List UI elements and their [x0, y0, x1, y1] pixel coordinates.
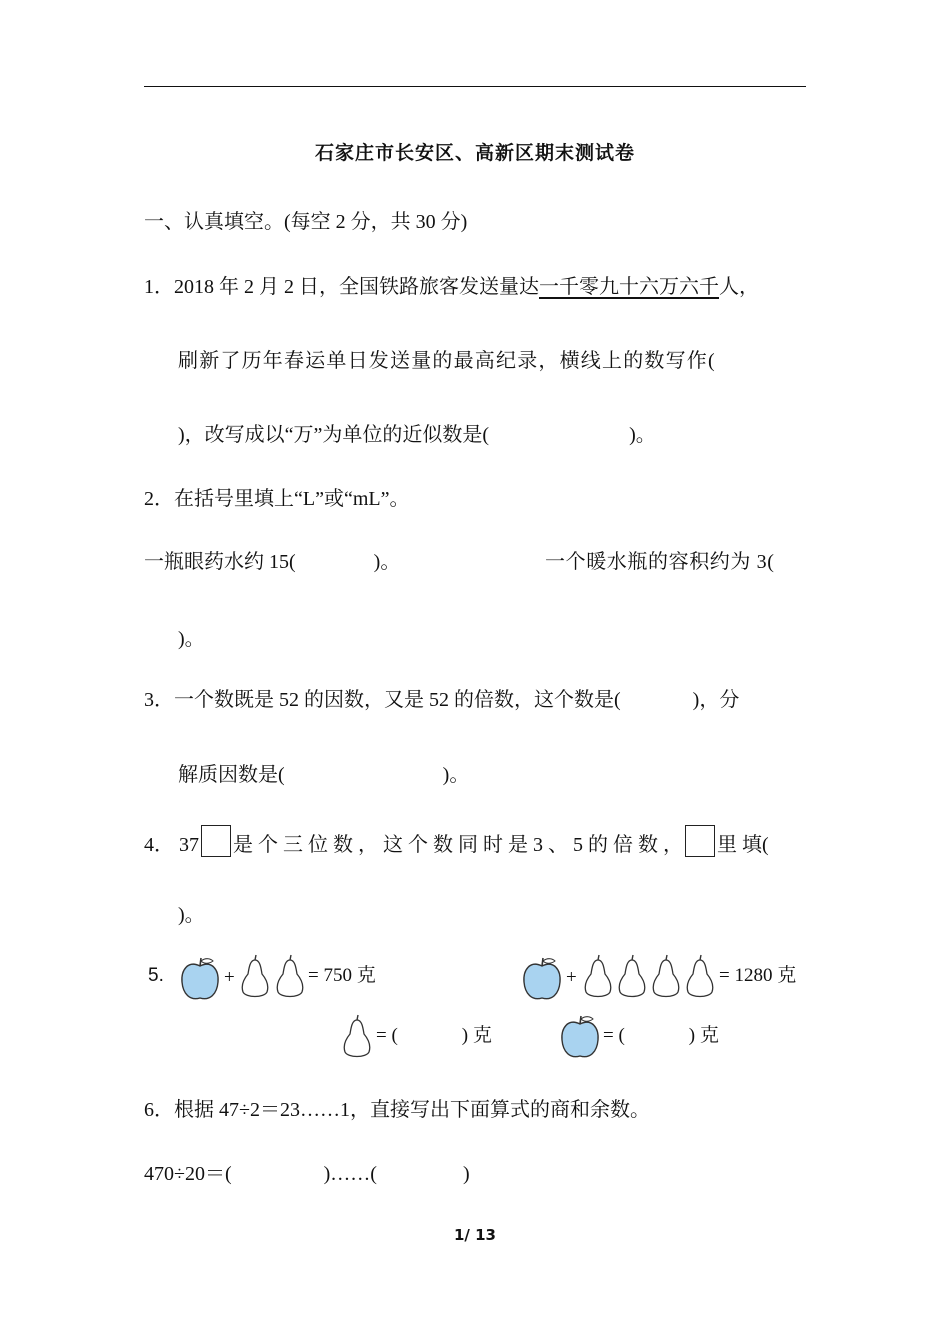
pear-icon [240, 954, 270, 1000]
question-4-line-2: )。 [178, 904, 205, 926]
apple-icon [180, 956, 220, 1002]
question-5-number: 5. [148, 965, 164, 986]
question-2-left: 一瓶眼药水约 15( )。 [144, 551, 401, 573]
question-2-line-1: 2．在括号里填上“L”或“mL”。 [144, 488, 410, 510]
pear-icon [651, 954, 681, 1000]
question-2-right: 一个暖水瓶的容积约为 3( [545, 551, 775, 573]
pear-icon [617, 954, 647, 1000]
pear-icon [275, 954, 305, 1000]
blank-box [201, 825, 231, 857]
question-1-line-2: 刷新了历年春运单日发送量的最高纪录，横线上的数写作( [178, 350, 716, 372]
underlined-number: 一千零九十六万六千 [539, 276, 719, 298]
page-title: 石家庄市长安区、高新区期末测试卷 [314, 142, 635, 164]
question-3-line-1: 3．一个数既是 52 的因数，又是 52 的倍数，这个数是( )，分 [144, 689, 740, 711]
blank-box [685, 825, 715, 857]
equation-2-result: = 1280 克 [719, 965, 797, 986]
pear-icon [583, 954, 613, 1000]
section-heading: 一、认真填空。(每空 2 分，共 30 分) [144, 211, 468, 233]
question-3-line-2: 解质因数是( )。 [178, 764, 470, 786]
equation-1-result: = 750 克 [308, 965, 376, 986]
pear-icon [342, 1014, 372, 1060]
apple-icon [522, 956, 562, 1002]
question-1-line-3: )，改写成以“万”为单位的近似数是( )。 [178, 424, 656, 446]
apple-icon [560, 1014, 600, 1060]
plus-sign: + [566, 967, 577, 988]
pear-answer: = ( ) 克 [376, 1025, 492, 1046]
plus-sign: + [224, 967, 235, 988]
pear-icon [685, 954, 715, 1000]
page-number: 1/ 13 [453, 1226, 496, 1244]
question-6-line-2: 470÷20＝( )……( ) [144, 1163, 470, 1185]
question-2-line-3: )。 [178, 628, 205, 650]
question-1-line-1: 1．2018 年 2 月 2 日，全国铁路旅客发送量达一千零九十六万六千人， [144, 276, 759, 298]
apple-answer: = ( ) 克 [603, 1025, 719, 1046]
header-rule [144, 86, 806, 87]
question-6-line-1: 6．根据 47÷2＝23……1，直接写出下面算式的商和余数。 [144, 1099, 650, 1121]
question-4-line-1: 4． 37 是 个 三 位 数 ， 这 个 数 同 时 是 3 、 5 的 倍 数 ， 里 填( [144, 825, 769, 857]
